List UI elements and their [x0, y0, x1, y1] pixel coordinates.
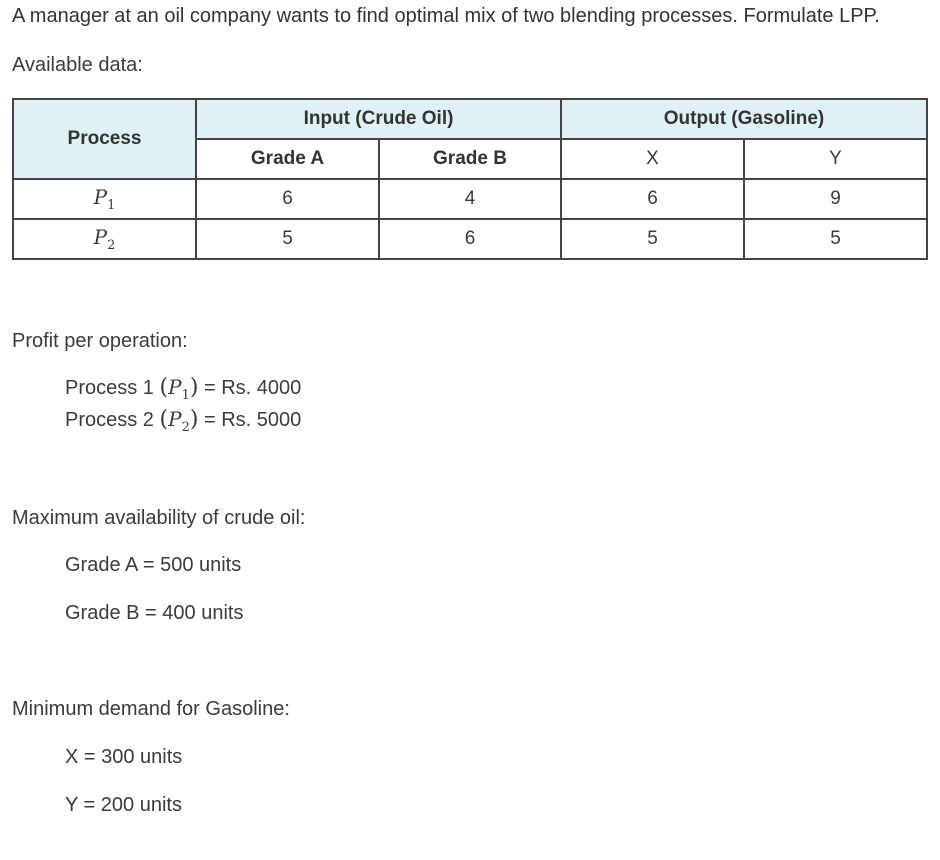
- crude-oil-label: Maximum availability of crude oil:: [12, 507, 306, 529]
- input-col-grade-a: Grade A: [196, 139, 379, 179]
- profit-item-var: [168, 407, 190, 435]
- table-cell: 9: [744, 179, 927, 219]
- input-header: Input (Crude Oil): [196, 99, 561, 139]
- process-header: Process: [13, 99, 196, 179]
- process-var: P: [93, 225, 108, 249]
- table-cell: 6: [379, 219, 561, 259]
- input-col-grade-b: Grade B: [379, 139, 561, 179]
- process-var: P: [93, 185, 108, 209]
- profit-label: Profit per operation:: [12, 330, 188, 352]
- gasoline-demand-label: Minimum demand for Gasoline:: [12, 698, 290, 720]
- table-cell: 6: [196, 179, 379, 219]
- close-paren: ): [189, 407, 199, 432]
- output-col-x: X: [561, 139, 744, 179]
- profit-item-var: [168, 375, 190, 403]
- profit-item-prefix: Process 2: [65, 409, 154, 431]
- profit-item-value: = Rs. 4000: [204, 377, 302, 399]
- demand-y: Y = 200 units: [65, 794, 182, 816]
- available-data-label: Available data:: [12, 54, 143, 76]
- profit-var-sub: 2: [181, 420, 190, 435]
- table-cell: 5: [561, 219, 744, 259]
- process-var-sub: 2: [107, 238, 116, 253]
- profit-var-letter: P: [168, 407, 182, 431]
- table-cell: 4: [379, 179, 561, 219]
- profit-item-2: [65, 407, 301, 440]
- table-row: [13, 219, 927, 259]
- table-row: [13, 179, 927, 219]
- profit-var-sub: 1: [181, 388, 190, 403]
- open-paren: (: [159, 407, 169, 432]
- process-data-table: [12, 98, 928, 260]
- crude-grade-b: Grade B = 400 units: [65, 602, 244, 624]
- question-intro: A manager at an oil company wants to find optimal mix of two blending processes. Formulate LPP.: [12, 5, 880, 27]
- table-cell: 5: [744, 219, 927, 259]
- row-process-label: [13, 179, 196, 219]
- row-process-label: [13, 219, 196, 259]
- profit-item-1: [65, 375, 301, 408]
- table-cell: 5: [196, 219, 379, 259]
- close-paren: ): [189, 375, 199, 400]
- profit-item-value: = Rs. 5000: [204, 409, 302, 431]
- process-var-sub: 1: [107, 198, 116, 213]
- open-paren: (: [159, 375, 169, 400]
- crude-grade-a: Grade A = 500 units: [65, 554, 242, 576]
- output-col-y: Y: [744, 139, 927, 179]
- profit-var-letter: P: [168, 375, 182, 399]
- table-cell: 6: [561, 179, 744, 219]
- profit-item-prefix: Process 1: [65, 377, 154, 399]
- demand-x: X = 300 units: [65, 746, 183, 768]
- output-header: Output (Gasoline): [561, 99, 927, 139]
